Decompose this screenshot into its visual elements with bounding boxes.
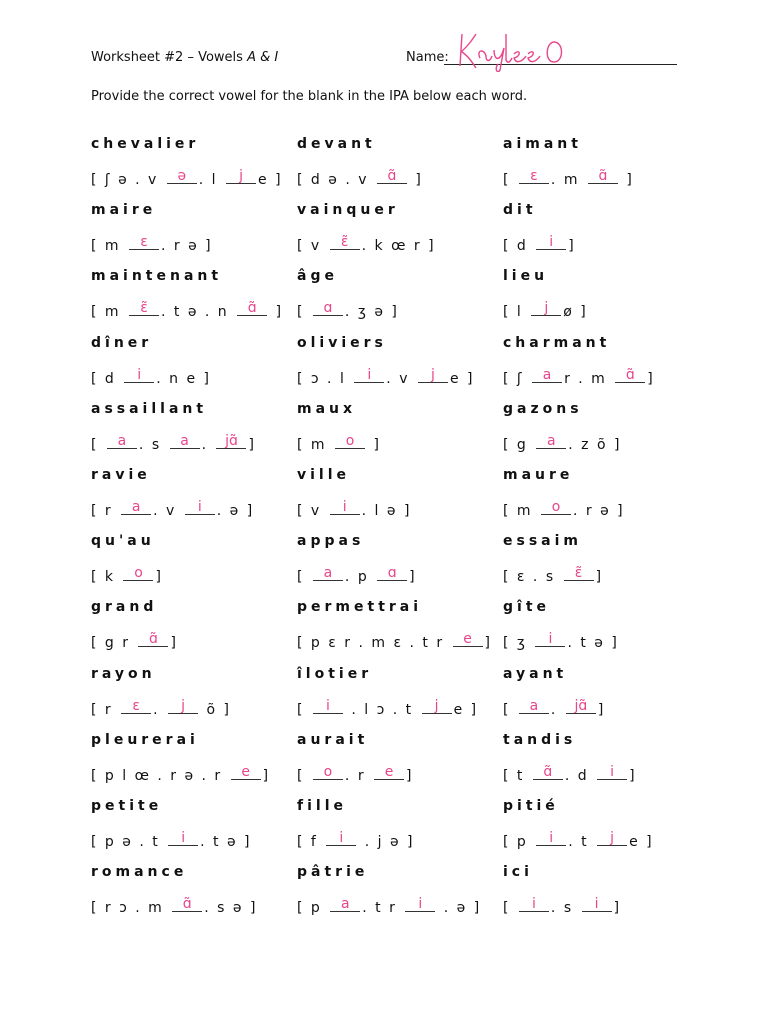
handwritten-answer: i — [531, 896, 536, 913]
ipa-segment: ] — [406, 767, 414, 784]
vocab-word: permettrai — [297, 599, 423, 616]
handwritten-answer: a — [323, 565, 333, 582]
answer-blank[interactable] — [313, 566, 343, 581]
ipa-segment: [ — [297, 767, 311, 784]
ipa-segment: [ ʒ — [503, 635, 534, 652]
handwritten-answer: o — [323, 763, 333, 780]
ipa-segment: . s — [138, 436, 168, 453]
ipa-segment: ] — [409, 569, 417, 586]
ipa-segment: [ m — [91, 238, 127, 255]
ipa-transcription — [297, 632, 492, 651]
ipa-transcription — [91, 765, 270, 784]
ipa-segment: e ] — [449, 370, 475, 387]
handwritten-answer: a — [542, 366, 552, 383]
handwritten-answer: j — [434, 697, 439, 714]
answer-blank[interactable] — [597, 765, 627, 780]
ipa-segment: [ — [297, 701, 311, 718]
vocab-word: ville — [297, 467, 351, 483]
ipa-segment: . — [153, 701, 167, 718]
vocab-word: ayant — [503, 665, 568, 682]
vocab-word: fille — [297, 798, 347, 814]
handwritten-answer: ɑ — [323, 300, 333, 317]
ipa-segment: . z õ ] — [568, 436, 622, 453]
ipa-segment: ] — [269, 304, 284, 321]
ipa-segment: ø ] — [563, 304, 588, 321]
vocab-word: dîner — [91, 334, 153, 351]
ipa-segment: . m — [550, 172, 586, 188]
answer-blank[interactable] — [172, 897, 202, 912]
answer-blank[interactable] — [566, 699, 596, 714]
ipa-transcription — [503, 169, 634, 188]
ipa-segment: [ p ɛ r . m ɛ . t r — [297, 635, 451, 652]
ipa-segment: ] — [155, 569, 163, 586]
answer-blank[interactable] — [231, 765, 261, 780]
vocab-word: ici — [503, 864, 533, 881]
handwritten-signature — [456, 28, 576, 72]
ipa-transcription — [503, 831, 654, 850]
vocab-word: maure — [503, 467, 574, 483]
ipa-transcription — [297, 169, 423, 188]
ipa-segment: [ g r — [91, 635, 137, 652]
answer-blank[interactable] — [405, 897, 435, 912]
ipa-transcription — [297, 500, 411, 519]
answer-blank[interactable] — [335, 434, 365, 449]
answer-blank[interactable] — [377, 566, 407, 581]
vocab-word: lieu — [503, 268, 549, 285]
ipa-segment: [ m — [503, 503, 539, 519]
ipa-transcription — [503, 500, 625, 519]
vocab-word: appas — [297, 533, 365, 550]
ipa-transcription — [503, 699, 605, 718]
vocab-word: gazons — [503, 400, 583, 417]
ipa-segment: . r ə ] — [573, 503, 625, 519]
ipa-segment: [ r — [91, 503, 120, 519]
handwritten-answer: ɑ̃ — [598, 168, 608, 184]
ipa-transcription — [297, 566, 417, 585]
ipa-segment: [ v — [297, 238, 328, 255]
ipa-transcription — [91, 368, 211, 387]
ipa-transcription — [91, 301, 283, 320]
ipa-transcription — [503, 765, 637, 784]
ipa-segment: [ d ə . v — [297, 172, 375, 188]
handwritten-answer: i — [367, 366, 372, 383]
vocab-word: aimant — [503, 136, 582, 152]
answer-blank[interactable] — [129, 301, 159, 316]
ipa-segment: [ — [297, 569, 311, 586]
ipa-segment: . n e ] — [156, 370, 211, 387]
ipa-segment: ] — [408, 172, 423, 188]
answer-blank[interactable] — [237, 301, 267, 316]
handwritten-answer: j — [181, 697, 185, 714]
ipa-segment: [ g — [503, 436, 535, 453]
handwritten-answer: i — [594, 896, 599, 913]
answer-blank[interactable] — [123, 566, 153, 581]
vocab-word: dit — [503, 202, 537, 219]
handwritten-answer: a — [117, 432, 127, 449]
ipa-segment: . s ə ] — [204, 900, 258, 917]
ipa-transcription — [91, 169, 283, 188]
ipa-segment: [ m — [297, 436, 333, 453]
ipa-segment: õ ] — [200, 701, 231, 718]
answer-blank[interactable] — [564, 566, 594, 581]
ipa-segment: [ k — [91, 569, 122, 586]
ipa-segment: e ] — [258, 172, 283, 188]
ipa-segment: [ ʃ — [503, 370, 531, 387]
vocab-word: chevalier — [91, 136, 200, 152]
worksheet-title: Worksheet #2 – Vowels A & I — [91, 50, 279, 65]
ipa-segment: ] — [248, 436, 256, 453]
ipa-segment: [ p — [297, 900, 329, 917]
handwritten-answer: o — [345, 432, 355, 449]
answer-blank[interactable] — [226, 169, 256, 184]
name-label: Name: — [406, 50, 449, 65]
ipa-segment: . s — [550, 900, 580, 917]
ipa-segment: [ — [503, 900, 517, 917]
ipa-segment: ] — [262, 767, 271, 784]
ipa-segment: ] — [484, 635, 492, 652]
handwritten-answer: i — [325, 697, 330, 714]
vocab-word: pitié — [503, 798, 559, 814]
name-field[interactable] — [406, 50, 686, 74]
vocab-word: essaim — [503, 533, 582, 550]
vocab-word: pleurerai — [91, 731, 199, 748]
ipa-segment: ] — [629, 767, 637, 784]
ipa-transcription — [297, 301, 399, 320]
answer-blank[interactable] — [536, 831, 566, 846]
handwritten-answer: a — [180, 432, 189, 449]
vocab-word: grand — [91, 599, 158, 616]
handwritten-answer: e — [241, 763, 250, 780]
ipa-segment: . t ə ] — [567, 635, 619, 652]
answer-blank[interactable] — [129, 235, 159, 250]
ipa-transcription — [297, 434, 381, 453]
answer-blank[interactable] — [536, 434, 566, 449]
handwritten-answer: e — [463, 631, 472, 648]
handwritten-answer: o — [134, 565, 143, 582]
ipa-segment: [ l — [503, 304, 530, 321]
ipa-transcription — [503, 301, 588, 320]
vocab-word: vainquer — [297, 202, 399, 219]
answer-blank[interactable] — [536, 235, 566, 250]
vocab-word: devant — [297, 136, 376, 152]
ipa-segment: [ p — [503, 834, 535, 850]
ipa-transcription — [503, 897, 621, 916]
answer-blank[interactable] — [216, 434, 246, 449]
ipa-transcription — [91, 831, 252, 850]
ipa-segment: . ʒ ə ] — [344, 304, 399, 321]
answer-blank[interactable] — [138, 632, 168, 647]
ipa-segment: . t ə ] — [200, 834, 252, 850]
answer-blank[interactable] — [531, 301, 561, 316]
answer-blank[interactable] — [313, 699, 343, 714]
vocab-word: âge — [297, 268, 338, 285]
answer-blank[interactable] — [535, 632, 565, 647]
handwritten-answer: jɑ̃ — [225, 432, 238, 449]
ipa-segment: . j ə ] — [358, 834, 415, 850]
ipa-transcription — [91, 897, 257, 916]
ipa-segment: [ d — [91, 370, 123, 387]
vocab-word: maux — [297, 400, 357, 417]
answer-blank[interactable] — [107, 434, 137, 449]
handwritten-answer: ɑ̃ — [149, 631, 158, 648]
vocab-word: gîte — [503, 599, 551, 616]
ipa-segment: . l ə ] — [361, 503, 412, 519]
vocab-word: maintenant — [91, 268, 223, 285]
ipa-segment: . v — [153, 503, 183, 519]
ipa-segment: [ m — [91, 304, 127, 321]
ipa-transcription — [91, 566, 163, 585]
handwritten-answer: ɛ — [132, 697, 140, 714]
handwritten-answer: a — [340, 896, 350, 913]
ipa-segment: [ p l œ . r ə . r — [91, 767, 229, 784]
answer-blank[interactable] — [121, 699, 151, 714]
answer-blank[interactable] — [377, 169, 407, 184]
ipa-transcription — [91, 699, 231, 718]
answer-blank[interactable] — [330, 500, 360, 515]
ipa-segment: [ — [503, 701, 517, 718]
answer-blank[interactable] — [588, 169, 618, 184]
ipa-segment: [ — [297, 304, 311, 321]
vocab-word: qu'au — [91, 533, 155, 550]
handwritten-answer: ɑ̃ — [625, 366, 635, 383]
handwritten-answer: a — [131, 499, 141, 515]
ipa-segment: . l — [198, 172, 225, 188]
ipa-transcription — [91, 434, 256, 453]
answer-blank[interactable] — [330, 897, 360, 912]
instructions: Provide the correct vowel for the blank in the IPA below each word. — [91, 89, 528, 104]
answer-blank[interactable] — [532, 368, 562, 383]
answer-blank[interactable] — [519, 699, 549, 714]
ipa-segment: [ — [91, 436, 105, 453]
ipa-segment: ] — [568, 238, 576, 255]
ipa-segment: ] — [170, 635, 178, 652]
ipa-transcription — [297, 235, 436, 254]
answer-blank[interactable] — [168, 699, 198, 714]
answer-blank[interactable] — [185, 500, 215, 515]
answer-blank[interactable] — [170, 434, 200, 449]
handwritten-answer: ə — [177, 168, 187, 184]
handwritten-answer: i — [339, 830, 344, 846]
ipa-segment: [ p ə . t — [91, 834, 167, 850]
answer-blank[interactable] — [330, 235, 360, 250]
answer-blank[interactable] — [326, 831, 356, 846]
vocab-word: rayon — [91, 665, 156, 682]
ipa-segment: ] — [367, 436, 381, 453]
vocab-word: îlotier — [297, 665, 373, 682]
ipa-segment: [ t — [503, 767, 531, 784]
answer-blank[interactable] — [453, 632, 483, 647]
ipa-segment: [ r ɔ . m — [91, 900, 171, 917]
ipa-segment: . d — [564, 767, 596, 784]
ipa-segment: . ə ] — [216, 503, 255, 519]
ipa-segment: . r — [344, 767, 373, 784]
vocab-word: tandis — [503, 731, 577, 748]
handwritten-answer: o — [551, 499, 561, 515]
ipa-segment: . k œ r ] — [361, 238, 436, 255]
ipa-segment: . r ə ] — [161, 238, 213, 255]
ipa-segment: ] — [595, 569, 604, 586]
ipa-segment: r . m — [564, 370, 614, 387]
ipa-segment: ] — [613, 900, 622, 917]
vocab-word: charmant — [503, 334, 611, 351]
handwritten-answer: ɑ̃ — [543, 763, 553, 780]
ipa-transcription — [297, 699, 478, 718]
handwritten-answer: i — [137, 366, 142, 383]
ipa-segment: [ r — [91, 701, 120, 718]
vocab-word: assaillant — [91, 400, 208, 417]
ipa-segment: . — [550, 701, 564, 718]
handwritten-answer: i — [197, 499, 202, 515]
ipa-transcription — [297, 765, 414, 784]
ipa-segment: . ə ] — [437, 900, 482, 917]
handwritten-answer: ɛ̃ — [574, 565, 583, 582]
handwritten-answer: i — [342, 499, 347, 515]
answer-blank[interactable] — [533, 765, 563, 780]
handwritten-answer: i — [549, 234, 554, 251]
answer-blank[interactable] — [374, 765, 404, 780]
vocab-word: maire — [91, 202, 157, 219]
ipa-segment: ] — [647, 370, 655, 387]
ipa-segment: [ ʃ ə . v — [91, 172, 165, 188]
handwritten-answer: i — [548, 631, 553, 648]
handwritten-answer: ɛ — [530, 168, 538, 184]
ipa-transcription — [503, 566, 603, 585]
ipa-transcription — [91, 632, 178, 651]
ipa-segment: [ f — [297, 834, 325, 850]
ipa-segment: e ] — [453, 701, 479, 718]
handwritten-answer: ɑ̃ — [387, 168, 397, 184]
answer-blank[interactable] — [124, 368, 154, 383]
vocab-word: petite — [91, 798, 163, 814]
handwritten-answer: i — [418, 896, 423, 913]
answer-blank[interactable] — [313, 301, 343, 316]
handwritten-answer: i — [181, 830, 186, 846]
ipa-segment: . l ɔ . t — [344, 701, 420, 718]
answer-blank[interactable] — [418, 368, 448, 383]
answer-blank[interactable] — [615, 368, 645, 383]
answer-blank[interactable] — [167, 169, 197, 184]
handwritten-answer: ɛ — [140, 234, 148, 251]
ipa-transcription — [297, 368, 474, 387]
handwritten-answer: a — [546, 432, 556, 449]
ipa-segment: [ d — [503, 238, 535, 255]
handwritten-answer: j — [544, 300, 549, 317]
answer-blank[interactable] — [597, 831, 627, 846]
handwritten-answer: jɑ̃ — [574, 697, 588, 714]
ipa-transcription — [297, 831, 415, 850]
ipa-transcription — [297, 897, 481, 916]
ipa-segment: ] — [619, 172, 634, 188]
handwritten-answer: ɛ̃ — [340, 234, 349, 251]
handwritten-answer: i — [549, 830, 554, 846]
answer-blank[interactable] — [422, 699, 452, 714]
handwritten-answer: a — [529, 697, 539, 714]
answer-blank[interactable] — [313, 765, 343, 780]
vocab-word: romance — [91, 864, 188, 881]
ipa-segment: . p — [344, 569, 376, 586]
ipa-segment: . v — [386, 370, 416, 387]
ipa-segment: [ v — [297, 503, 328, 519]
handwritten-answer: ɑ — [387, 565, 397, 582]
answer-blank[interactable] — [168, 831, 198, 846]
ipa-segment: ] — [597, 701, 606, 718]
answer-blank[interactable] — [519, 897, 549, 912]
ipa-transcription — [503, 632, 619, 651]
ipa-transcription — [91, 235, 213, 254]
ipa-segment: . t ə . n — [161, 304, 236, 321]
handwritten-answer: ɛ̃ — [140, 300, 148, 317]
handwritten-answer: e — [384, 763, 394, 780]
ipa-transcription — [503, 434, 621, 453]
handwritten-answer: j — [239, 168, 243, 184]
ipa-segment: [ ɛ . s — [503, 569, 562, 586]
answer-blank[interactable] — [354, 368, 384, 383]
handwritten-answer: ɑ̃ — [182, 896, 192, 913]
answer-blank[interactable] — [519, 169, 549, 184]
answer-blank[interactable] — [582, 897, 612, 912]
handwritten-answer: j — [610, 830, 615, 846]
ipa-segment: . — [201, 436, 215, 453]
vocab-word: oliviers — [297, 334, 387, 351]
ipa-transcription — [503, 368, 655, 387]
vocab-word: aurait — [297, 731, 369, 748]
handwritten-answer: i — [610, 763, 615, 780]
vocab-word: ravie — [91, 467, 151, 483]
ipa-transcription — [503, 235, 576, 254]
ipa-segment: . t r — [362, 900, 404, 917]
answer-blank[interactable] — [541, 500, 571, 515]
ipa-segment: [ — [503, 172, 517, 188]
ipa-transcription — [91, 500, 254, 519]
handwritten-answer: ɑ̃ — [247, 300, 257, 317]
ipa-segment: . t — [568, 834, 596, 850]
handwritten-answer: j — [430, 366, 435, 383]
ipa-segment: [ ɔ . l — [297, 370, 353, 387]
ipa-segment: e ] — [629, 834, 654, 850]
answer-blank[interactable] — [121, 500, 151, 515]
vocab-word: pâtrie — [297, 864, 369, 881]
